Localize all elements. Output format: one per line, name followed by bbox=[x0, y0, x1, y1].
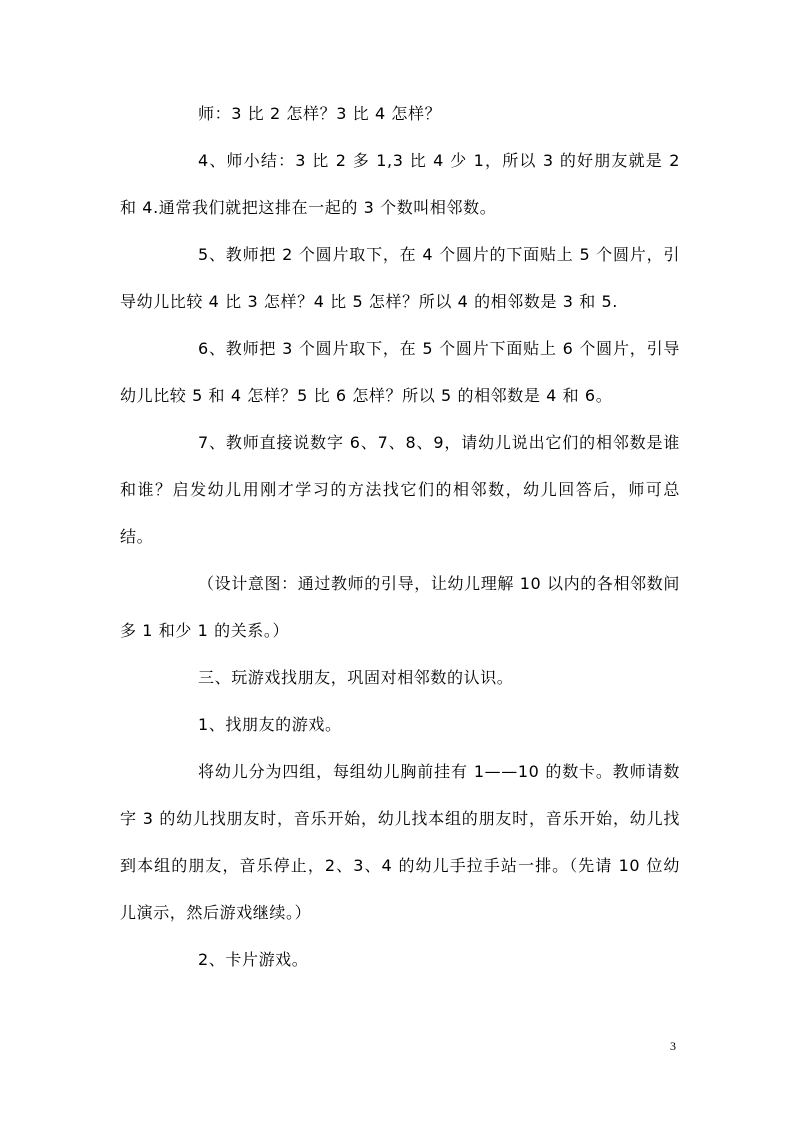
paragraph-step-6: 6、教师把 3 个圆片取下，在 5 个圆片下面贴上 6 个圆片，引导幼儿比较 5 和 4 怎样？5 比 6 怎样？所以 5 的相邻数是 4 和 6。 bbox=[120, 339, 680, 405]
paragraph-step-7: 7、教师直接说数字 6、7、8、9，请幼儿说出它们的相邻数是谁和谁？启发幼儿用刚才学习的方法找它们的相邻数，幼儿回答后，师可总结。 bbox=[120, 433, 680, 546]
document-body bbox=[120, 90, 680, 983]
section-heading-game: 三、玩游戏找朋友，巩固对相邻数的认识。 bbox=[198, 668, 514, 687]
subheading-find-friends: 1、找朋友的游戏。 bbox=[198, 715, 342, 734]
subheading-card-game: 2、卡片游戏。 bbox=[198, 950, 309, 969]
paragraph-teacher-question: 师：3 比 2 怎样？3 比 4 怎样？ bbox=[198, 104, 442, 123]
paragraph-design-intent: （设计意图：通过教师的引导，让幼儿理解 10 以内的各相邻数间多 1 和少 1 的关系。） bbox=[120, 574, 680, 640]
paragraph-step-5: 5、教师把 2 个圆片取下，在 4 个圆片的下面贴上 5 个圆片，引导幼儿比较 4 比 3 怎样？4 比 5 怎样？所以 4 的相邻数是 3 和 5. bbox=[120, 245, 680, 311]
paragraph-teacher-summary: 4、师小结：3 比 2 多 1,3 比 4 少 1，所以 3 的好朋友就是 2 和 4.通常我们就把这排在一起的 3 个数叫相邻数。 bbox=[120, 151, 680, 217]
page-number: 3 bbox=[670, 1039, 676, 1053]
paragraph-game-instructions: 将幼儿分为四组，每组幼儿胸前挂有 1——10 的数卡。教师请数字 3 的幼儿找朋友时，音乐开始，幼儿找本组的朋友时，音乐开始，幼儿找到本组的朋友，音乐停止，2、3、4 的幼儿手拉手站一排。（先请 10 位幼儿演示，然后游戏继续。） bbox=[120, 762, 680, 922]
